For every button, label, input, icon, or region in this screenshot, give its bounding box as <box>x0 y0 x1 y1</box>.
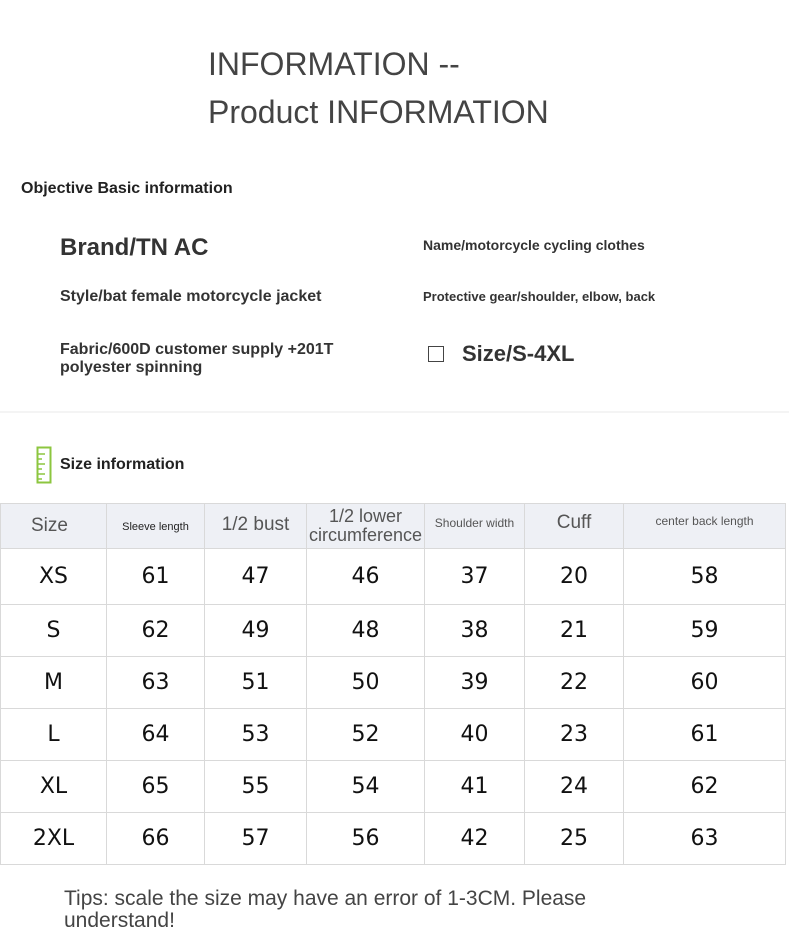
table-cell: 21 <box>525 605 624 657</box>
table-cell: 64 <box>107 709 205 761</box>
table-cell: 54 <box>307 761 425 813</box>
fabric-text: Fabric/600D customer supply +201T polyester spinning <box>60 341 334 376</box>
table-cell: 47 <box>205 549 307 605</box>
table-cell: 41 <box>425 761 525 813</box>
protective-gear-text: Protective gear/shoulder, elbow, back <box>423 289 656 304</box>
table-row <box>1 657 786 709</box>
size-range <box>428 341 574 367</box>
title-line-2: Product INFORMATION <box>208 94 549 130</box>
size-cell: L <box>1 709 107 761</box>
title-line-1: INFORMATION -- <box>208 46 460 82</box>
table-cell: 63 <box>624 813 786 865</box>
column-header: center back length <box>624 504 786 549</box>
table-row <box>1 605 786 657</box>
size-cell: XL <box>1 761 107 813</box>
table-cell: 24 <box>525 761 624 813</box>
table-cell: 23 <box>525 709 624 761</box>
brand-text: Brand/TN AC <box>60 234 209 261</box>
size-cell: M <box>1 657 107 709</box>
column-header: 1/2 lower circumference <box>307 504 425 549</box>
table-cell: 61 <box>624 709 786 761</box>
table-cell: 63 <box>107 657 205 709</box>
table-cell: 53 <box>205 709 307 761</box>
table-cell: 61 <box>107 549 205 605</box>
column-header: Size <box>1 504 107 549</box>
size-range-text: Size/S-4XL <box>462 341 575 366</box>
ruler-icon <box>36 446 52 484</box>
table-cell: 56 <box>307 813 425 865</box>
table-row <box>1 813 786 865</box>
table-cell: 22 <box>525 657 624 709</box>
table-row <box>1 709 786 761</box>
table-cell: 39 <box>425 657 525 709</box>
column-header: Sleeve length <box>107 504 205 549</box>
size-info-header <box>36 446 184 484</box>
table-cell: 55 <box>205 761 307 813</box>
section-divider <box>0 411 789 413</box>
table-cell: 51 <box>205 657 307 709</box>
table-cell: 49 <box>205 605 307 657</box>
size-cell: XS <box>1 549 107 605</box>
table-cell: 59 <box>624 605 786 657</box>
style-text: Style/bat female motorcycle jacket <box>60 288 322 305</box>
table-cell: 40 <box>425 709 525 761</box>
page-title <box>208 40 549 136</box>
table-cell: 60 <box>624 657 786 709</box>
basic-info-heading: Objective Basic information <box>21 180 233 197</box>
product-name-text: Name/motorcycle cycling clothes <box>423 237 645 253</box>
size-table <box>0 503 786 865</box>
table-cell: 38 <box>425 605 525 657</box>
table-cell: 20 <box>525 549 624 605</box>
size-cell: 2XL <box>1 813 107 865</box>
table-cell: 65 <box>107 761 205 813</box>
size-tips: Tips: scale the size may have an error of 1-3CM. Please understand! <box>64 887 587 932</box>
table-cell: 42 <box>425 813 525 865</box>
table-cell: 46 <box>307 549 425 605</box>
column-header: Cuff <box>525 504 624 549</box>
table-cell: 62 <box>107 605 205 657</box>
table-cell: 37 <box>425 549 525 605</box>
table-row <box>1 549 786 605</box>
size-info-heading: Size information <box>60 456 185 473</box>
table-cell: 57 <box>205 813 307 865</box>
table-header-row <box>1 504 786 549</box>
table-cell: 25 <box>525 813 624 865</box>
column-header: Shoulder width <box>425 504 525 549</box>
table-cell: 50 <box>307 657 425 709</box>
size-cell: S <box>1 605 107 657</box>
checkbox-icon <box>428 346 444 362</box>
table-cell: 48 <box>307 605 425 657</box>
table-row <box>1 761 786 813</box>
table-cell: 52 <box>307 709 425 761</box>
table-cell: 62 <box>624 761 786 813</box>
column-header: 1/2 bust <box>205 504 307 549</box>
table-cell: 58 <box>624 549 786 605</box>
table-cell: 66 <box>107 813 205 865</box>
